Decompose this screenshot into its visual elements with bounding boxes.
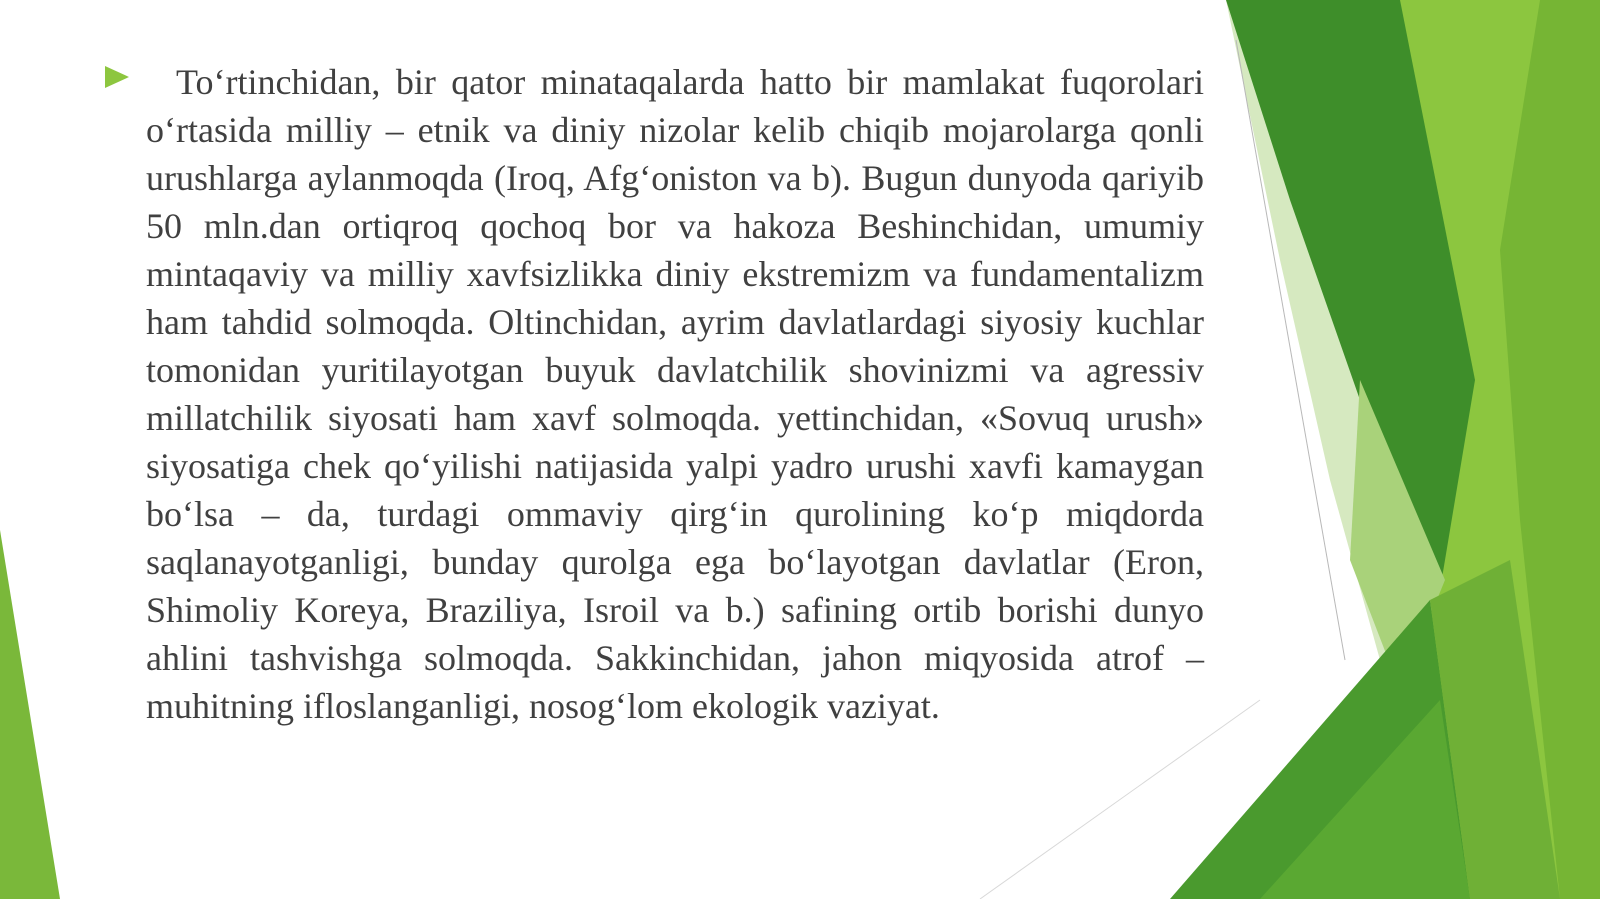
slide-body-text: To‘rtinchidan, bir qator minataqalarda hatto bir mamlakat fuqorolari o‘rtasida milliy – etnik va diniy nizolar kelib chiqib mojarolarga qonli urushlarga aylanmoqda (Iroq, Afg‘oniston va b). Bugun dunyoda qariyib 50 mln.dan ortiqroq qochoq bor va hakoza Beshinchidan, umumiy mintaqaviy va milliy xavfsizlikka diniy ekstremizm va fundamentalizm ham tahdid solmoqda. Oltinchidan, ayrim davlatlardagi siyosiy kuchlar tomonidan yuritilayotgan buyuk davlatchilik shovinizmi va agressiv millatchilik siyosati ham xavf solmoqda. yettinchidan, «Sovuq urush» siyosatiga chek qo‘yilishi natijasida yalpi yadro urushi xavfi kamaygan bo‘lsa – da, turdagi ommaviy qirg‘in qurolining ko‘p miqdorda saqlanayotganligi, bunday qurolga ega bo‘layotgan davlatlar (Eron, Shimoliy Koreya, Braziliya, Isroil va b.) safining ortib borishi dunyo ahlini tashvishga solmoqda. Sakkinchidan, jahon miqyosida atrof – muhitning ifloslanganligi, nosog‘lom ekologik vaziyat. — [146, 62, 1204, 726]
left-green-shape — [0, 530, 60, 899]
triangle-bullet-icon — [102, 63, 132, 93]
